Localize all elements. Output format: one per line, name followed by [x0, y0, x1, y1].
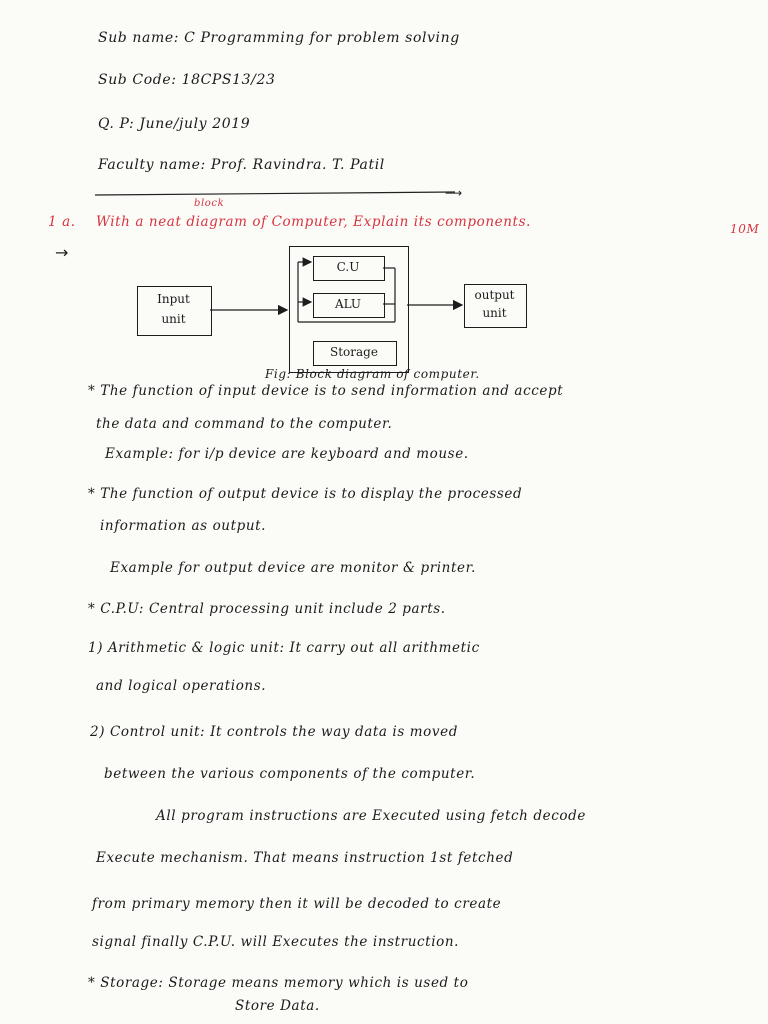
note-line-5: information as output. — [100, 518, 267, 534]
note-line-14: from primary memory then it will be decoded to create — [92, 896, 502, 912]
question-paper: Q. P: June/july 2019 — [98, 116, 251, 132]
alu-label: ALU — [334, 297, 362, 311]
input-unit-label-1: Input — [157, 292, 190, 306]
question-number: 1 a. — [48, 214, 76, 230]
note-line-8: 1) Arithmetic & logic unit: It carry out all arithmetic — [88, 640, 480, 656]
note-line-13: Execute mechanism. That means instruction 1st fetched — [96, 850, 514, 866]
output-unit-label-2: unit — [482, 306, 507, 320]
subject-code: Sub Code: 18CPS13/23 — [98, 72, 276, 88]
note-line-2: the data and command to the computer. — [96, 416, 393, 432]
note-line-6: Example for output device are monitor & printer. — [110, 560, 477, 576]
svg-text:⟶: ⟶ — [445, 186, 463, 200]
diagram-arrows — [0, 0, 768, 420]
storage-label: Storage — [330, 345, 378, 359]
question-marks: 10M — [730, 222, 760, 236]
note-line-15: signal finally C.P.U. will Executes the instruction. — [92, 934, 460, 950]
subject-name: Sub name: C Programming for problem solving — [98, 30, 460, 46]
question-insert: block — [194, 198, 225, 209]
note-line-9: and logical operations. — [96, 678, 267, 694]
output-unit-label-1: output — [474, 288, 515, 302]
diagram-caption: Fig: Block diagram of computer. — [265, 367, 480, 381]
svg-text:→: → — [55, 243, 69, 260]
note-line-17: Store Data. — [235, 998, 320, 1014]
note-line-1: * The function of input device is to send information and accept — [88, 383, 564, 399]
note-line-4: * The function of output device is to display the processed — [88, 486, 523, 502]
note-line-3: Example: for i/p device are keyboard and mouse. — [105, 446, 469, 462]
note-line-11: between the various components of the computer. — [104, 766, 476, 782]
note-line-12: All program instructions are Executed using fetch decode — [156, 808, 586, 824]
note-line-10: 2) Control unit: It controls the way data is moved — [90, 724, 458, 740]
input-unit-label-2: unit — [161, 312, 186, 326]
note-line-7: * C.P.U: Central processing unit include 2 parts. — [88, 601, 446, 617]
question-text: With a neat diagram of Computer, Explain its components. — [96, 214, 532, 230]
note-line-16: * Storage: Storage means memory which is used to — [88, 975, 469, 991]
faculty-name: Faculty name: Prof. Ravindra. T. Patil — [98, 157, 385, 173]
cu-label: C.U — [336, 260, 360, 274]
